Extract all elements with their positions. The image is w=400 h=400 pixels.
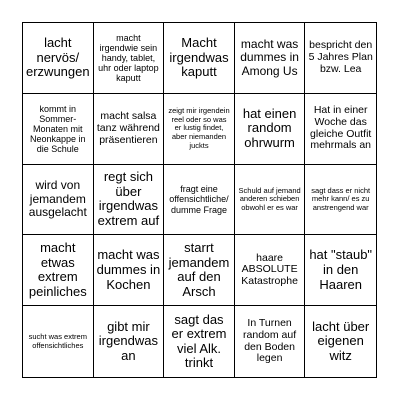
bingo-cell-23[interactable]: sagt das er extrem viel Alk. trinkt (164, 306, 235, 377)
bingo-cell-3[interactable]: Macht irgendwas kaputt (164, 23, 235, 94)
bingo-cell-4[interactable]: macht was dummes in Among Us (235, 23, 306, 94)
bingo-cell-9[interactable]: hat einen random ohrwurm (235, 94, 306, 165)
bingo-cell-20[interactable]: hat "staub" in den Haaren (305, 235, 376, 306)
bingo-cell-19[interactable]: haare ABSOLUTE Katastrophe (235, 235, 306, 306)
bingo-cell-12[interactable]: regt sich über irgendwas extrem auf (94, 165, 165, 236)
bingo-board (22, 22, 377, 378)
bingo-cell-18[interactable]: starrt jemandem auf den Arsch (164, 235, 235, 306)
bingo-cell-16[interactable]: macht etwas extrem peinliches (23, 235, 94, 306)
bingo-cell-11[interactable]: wird von jemandem ausgelacht (23, 165, 94, 236)
bingo-cell-24[interactable]: In Turnen random auf den Boden legen (235, 306, 306, 377)
bingo-cell-17[interactable]: macht was dummes in Kochen (94, 235, 165, 306)
bingo-cell-21[interactable]: sucht was extrem offensichtliches (23, 306, 94, 377)
bingo-cell-25[interactable]: lacht über eigenen witz (312, 318, 370, 363)
bingo-cell-8[interactable]: zeigt mir irgendein reel oder so was er lustig findet, aber niemanden juckts (164, 94, 235, 165)
bingo-cell-6[interactable]: kommt in Sommer-Monaten mit Neonkappe in die Schule (23, 94, 94, 165)
bingo-cell-2[interactable]: macht irgendwie sein handy, tablet, uhr oder laptop kaputt (94, 23, 165, 94)
bingo-cell-22[interactable]: gibt mir irgendwas an (94, 306, 165, 377)
bingo-cell-5[interactable]: bespricht den 5 Jahres Plan bzw. Lea (305, 23, 376, 94)
bingo-cell-13[interactable]: fragt eine offensichtliche/ dumme Frage (164, 165, 235, 236)
bingo-cell-1[interactable]: lacht nervös/ erzwungen (23, 23, 94, 94)
bingo-cell-7[interactable]: macht salsa tanz während präsentieren (94, 94, 165, 165)
bingo-cell-15[interactable]: sagt dass er nicht mehr kann/ es zu anstrengend war (305, 165, 376, 236)
bingo-cell-10[interactable]: Hat in einer Woche das gleiche Outfit mehrmals an (305, 94, 376, 165)
bingo-cell-14[interactable]: Schuld auf jemand anderen schieben obwohl er es war (235, 165, 306, 236)
